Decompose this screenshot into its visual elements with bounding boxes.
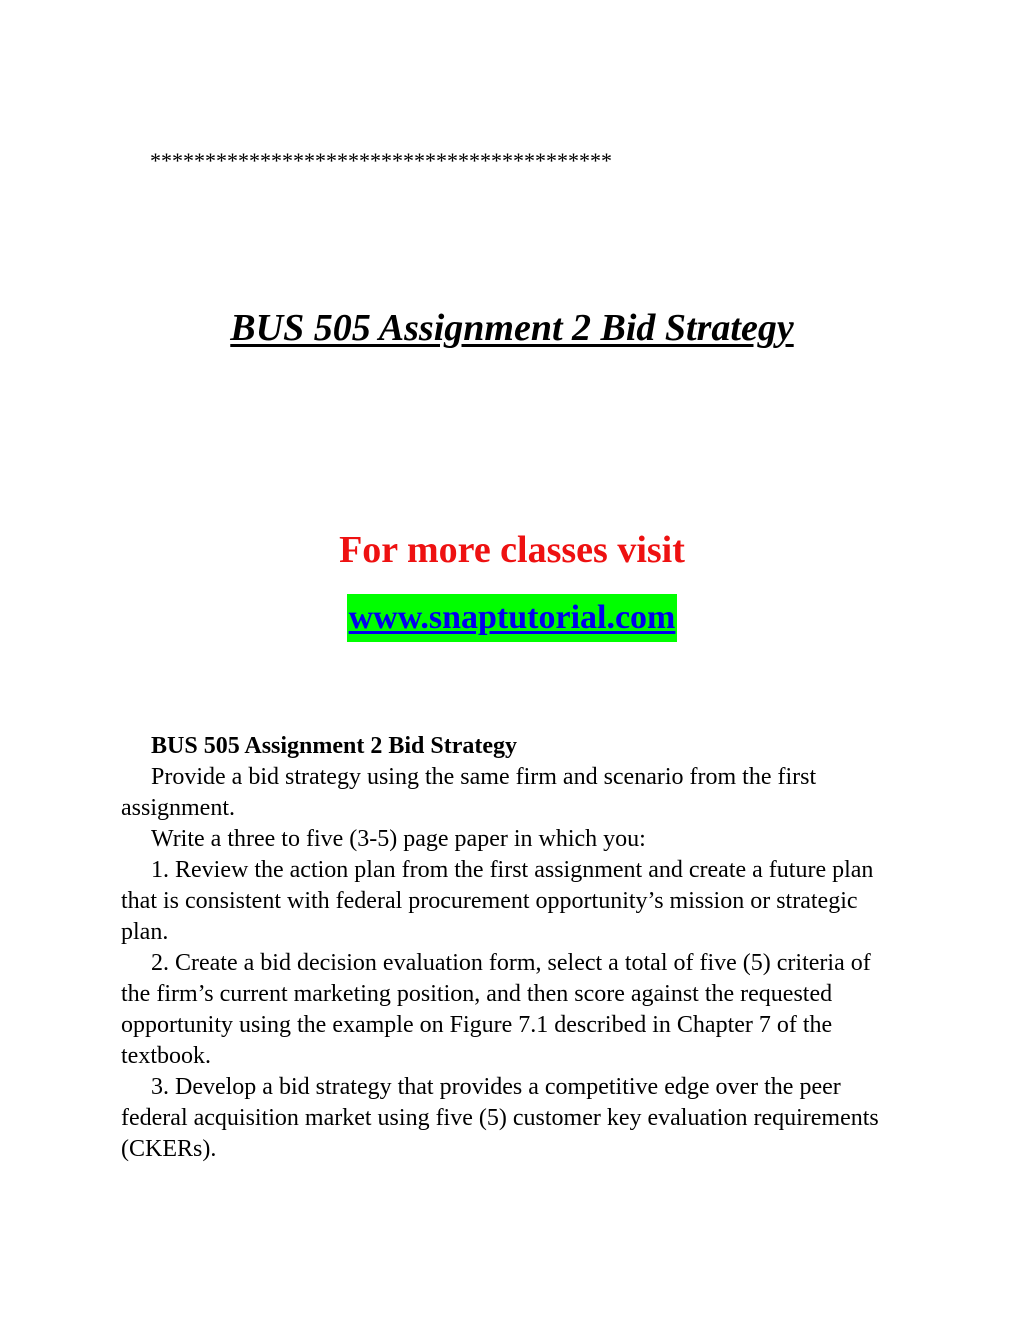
- assignment-body: [121, 731, 901, 1165]
- promo-text: For more classes visit: [339, 529, 685, 571]
- assignment-heading: BUS 505 Assignment 2 Bid Strategy: [151, 733, 518, 759]
- document-title: BUS 505 Assignment 2 Bid Strategy: [230, 307, 794, 349]
- list-item-3: 3. Develop a bid strategy that provides a competitive edge over the peer federal acquisition market using five (5) customer key evaluation requirements (CKERs).: [121, 1074, 879, 1162]
- paragraph-instructions: Write a three to five (3-5) page paper in which you:: [151, 826, 646, 852]
- list-item-1: 1. Review the action plan from the first assignment and create a future plan that is consistent with federal procurement opportunity’s mission or strategic plan.: [121, 857, 874, 945]
- list-item-2: 2. Create a bid decision evaluation form, select a total of five (5) criteria of the firm’s current marketing position, and then score against the requested opportunity using the example on Figure 7.1 described in Chapter 7 of the textbook.: [121, 950, 871, 1069]
- promo-link-container: [0, 594, 1024, 642]
- snaptutorial-link[interactable]: www.snaptutorial.com: [347, 594, 678, 642]
- paragraph-intro: Provide a bid strategy using the same firm and scenario from the first assignment.: [121, 764, 817, 821]
- asterisk-divider: ******************************************: [150, 148, 612, 173]
